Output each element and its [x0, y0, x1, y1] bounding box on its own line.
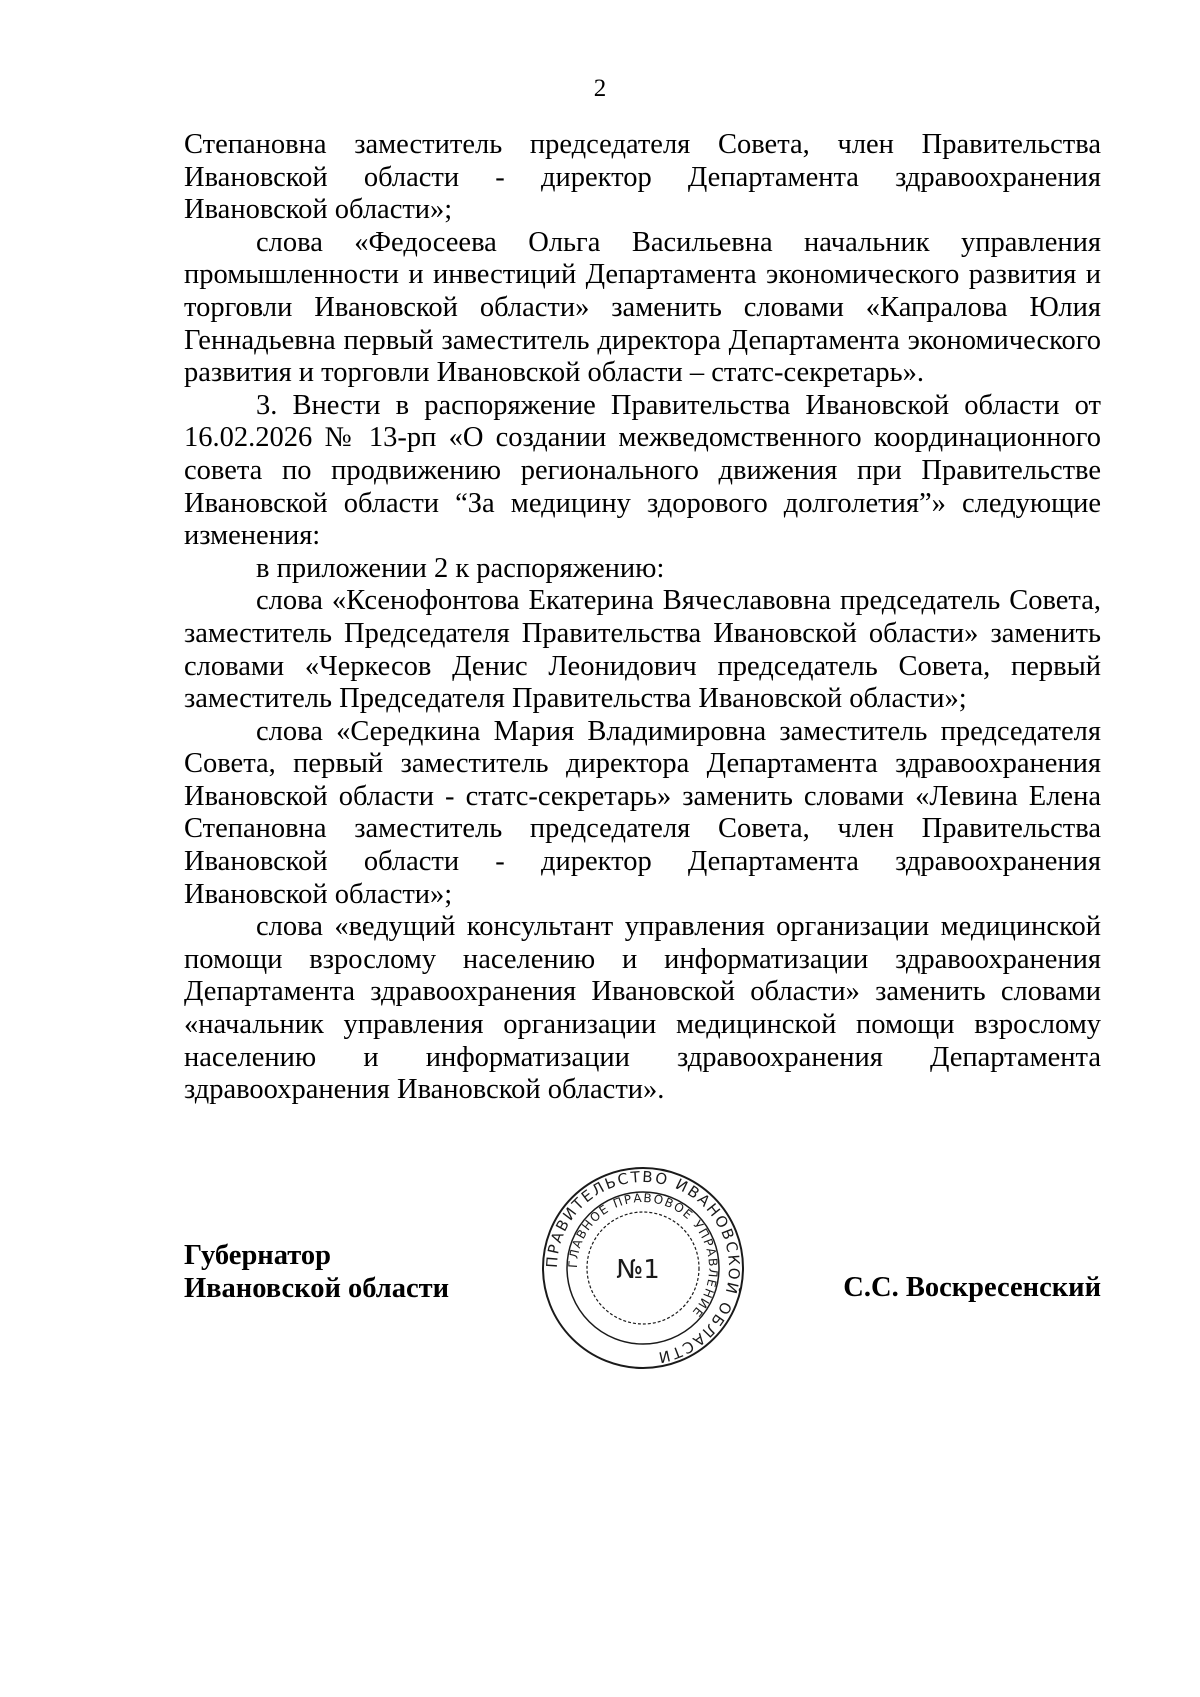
document-body — [184, 129, 1101, 1107]
official-seal-stamp — [538, 1163, 748, 1373]
signatory-title-line: Ивановской области — [184, 1272, 450, 1304]
signatory-name: С.С. Воскресенский — [843, 1272, 1101, 1303]
signatory-title — [184, 1240, 449, 1305]
paragraph: слова «Ксенофонтова Екатерина Вячеславовна председатель Совета, заместитель Председателя Правительства Ивановской области» заменить словами «Черкесов Денис Леонидович председатель Совета, первый заместитель Председателя Правительства Ивановской области»; — [184, 585, 1101, 715]
signatory-title-line: Губернатор — [184, 1240, 331, 1271]
page-number: 2 — [593, 75, 607, 102]
paragraph: слова «ведущий консультант управления организации медицинской помощи взрослому населению и информатизации здравоохранения Департамента здравоохранения Ивановской области» заменить словами «начальник управления организации медицинской помощи взрослому населению и информатизации здравоохранения Департамента здравоохранения Ивановской области». — [184, 911, 1101, 1106]
paragraph: слова «Федосеева Ольга Васильевна начальник управления промышленности и инвестиций Департамента экономического развития и торговли Ивановской области» заменить словами «Капралова Юлия Геннадьевна первый заместитель директора Департамента экономического развития и торговли Ивановской области – статс-секретарь». — [184, 226, 1101, 389]
paragraph: в приложении 2 к распоряжению: — [256, 552, 665, 584]
stamp-outer-text: ПРАВИТЕЛЬСТВО ИВАНОВСКОЙ ОБЛАСТИ — [542, 1167, 744, 1367]
stamp-inner-text: ГЛАВНОЕ ПРАВОВОЕ УПРАВЛЕНИЕ — [565, 1190, 721, 1321]
paragraph: Степановна заместитель председателя Совета, член Правительства Ивановской области - директор Департамента здравоохранения Ивановской области»; — [184, 129, 1101, 226]
paragraph: слова «Середкина Мария Владимировна заместитель председателя Совета, первый заместитель директора Департамента здравоохранения Ивановской области - статс-секретарь» заменить словами «Левина Елена Степановна заместитель председателя Совета, член Правительства Ивановской области - директор Департамента здравоохранения Ивановской области»; — [184, 715, 1101, 910]
paragraph: 3. Внести в распоряжение Правительства Ивановской области от 16.02.2026 № 13-рп «О создании межведомственного координационного совета по продвижению регионального движения при Правительстве Ивановской области “За медицину здорового долголетия”» следующие изменения: — [184, 389, 1101, 552]
stamp-number: №1 — [616, 1255, 660, 1285]
